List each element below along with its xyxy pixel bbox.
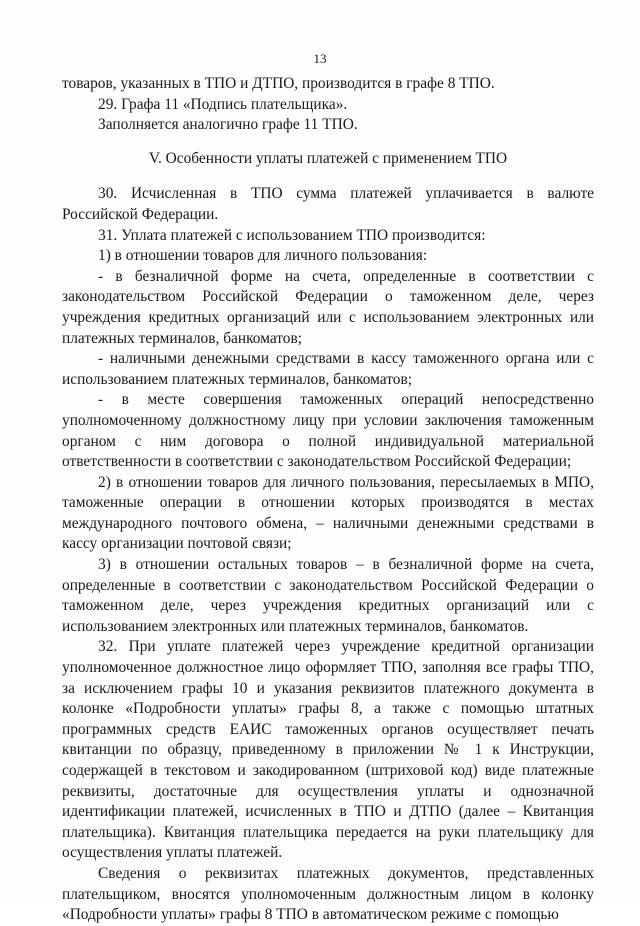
paragraph-31-item-1-dash-1: - в безналичной форме на счета, определенные в соответствии с законодательством Российской Федерации о таможенном деле, через учреждения кредитных организаций или с использованием электронных или платежных терминалов, банкоматов; xyxy=(62,267,594,347)
paragraph-31-item-1-dash-2: - наличными денежными средствами в кассу таможенного органа или с использованием платежных терминалов, банкоматов; xyxy=(62,350,594,388)
page-number: 13 xyxy=(313,51,327,66)
paragraph-32-details: Сведения о реквизитах платежных документов, представленных плательщиком, вносятся уполномоченным должностным лицом в колонку «Подробности уплаты» графы 8 ТПО в автоматическом режиме с помощью xyxy=(62,864,594,924)
paragraph-continuation: товаров, указанных в ТПО и ДТПО, производится в графе 8 ТПО. xyxy=(62,75,495,92)
paragraph-30: 30. Исчисленная в ТПО сумма платежей уплачивается в валюте Российской Федерации. xyxy=(62,185,594,223)
paragraph-31-item-2: 2) в отношении товаров для личного пользования, пересылаемых в МПО, таможенные операции в отношении которых производятся в местах международного почтового обмена, – наличными денежными средствами в кассу организации почтовой связи; xyxy=(62,473,594,553)
paragraph-29-note: Заполняется аналогично графе 11 ТПО. xyxy=(98,116,358,134)
section-heading: V. Особенности уплаты платежей с применением ТПО xyxy=(148,149,508,167)
paragraph-31-item-3: 3) в отношении остальных товаров – в безналичной форме на счета, определенные в соответствии с законодательством Российской Федерации о таможенном деле, через учреждения кредитных организаций или с использованием электронных или платежных терминалов, банкоматов. xyxy=(62,556,594,635)
document-body xyxy=(62,74,594,926)
paragraph-29: 29. Графа 11 «Подпись плательщика». xyxy=(98,95,348,113)
paragraph-31-item-1: 1) в отношении товаров для личного пользования: xyxy=(98,247,428,265)
paragraph-32: 32. При уплате платежей через учреждение кредитной организации уполномоченное должностное лицо оформляет ТПО, заполняя все графы ТПО, за исключением графы 10 и указания реквизитов платежного документа в колонке «Подробности уплаты» графы 8, а также с помощью штатных программных средств ЕАИС таможенных органов осуществляет печать квитанции по образцу, приведенному в приложении № 1 к Инструкции, содержащей в текстовом и закодированном (штриховой код) виде платежные реквизиты, достаточные для осуществления уплаты и однозначной идентификации платежей, исчисленных в ТПО и ДТПО (далее – Квитанция плательщика). Квитанция плательщика передается на руки плательщику для осуществления уплаты платежей. xyxy=(62,638,594,862)
paragraph-31: 31. Уплата платежей с использованием ТПО производится: xyxy=(98,226,486,244)
paragraph-31-item-1-dash-3: - в месте совершения таможенных операций непосредственно уполномоченному должностному лицу при условии заключения таможенным органом с ним договора о полной индивидуальной материальной ответственности в соответствии с законодательством Российской Федерации; xyxy=(62,391,594,471)
